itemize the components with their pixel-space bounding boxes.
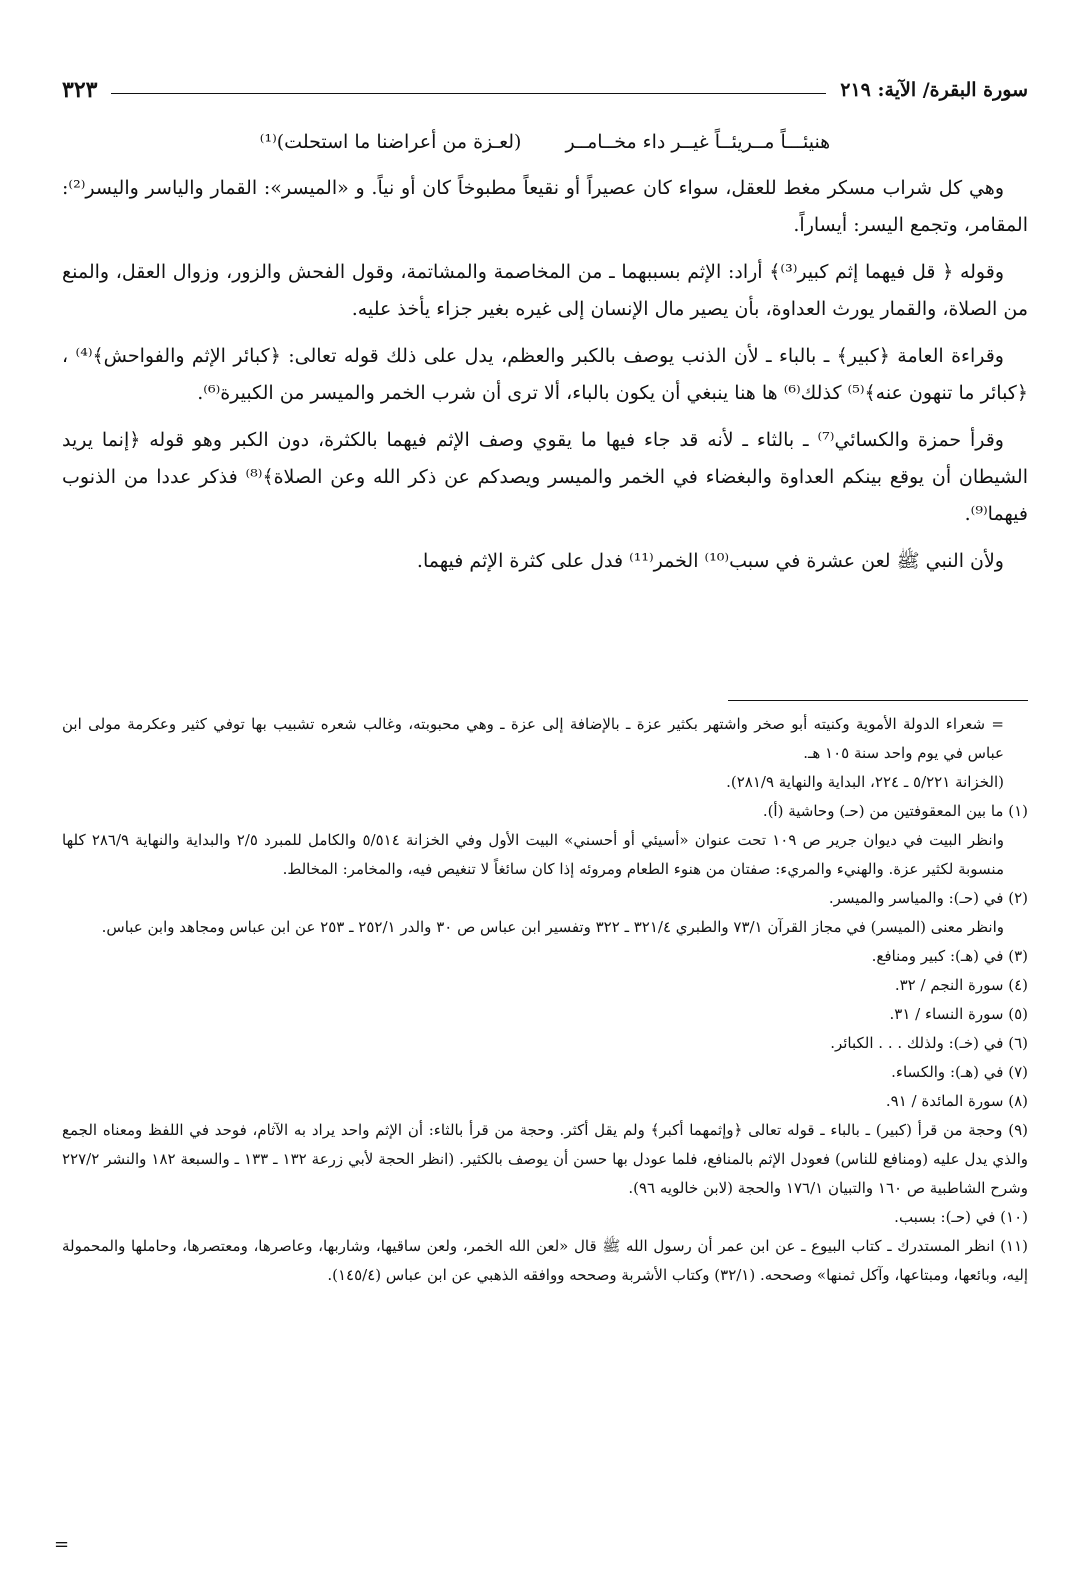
footnote-reference: (الخزانة ٥/٢٢١ ـ ٢٢٤، البداية والنهاية ٢٨١/٩).	[726, 773, 1004, 791]
paragraph: وقوله ﴿ قل فيهما إثم كبير⁽³⁾﴾ أراد: الإثم بسببهما ـ من المخاصمة والمشاتمة، وقول الفحش والزور، وزوال العقل، والمنع من الصلاة، والقمار يورث العداوة، بأن يصير مال الإنسان إلى غيره بغير جزاء يأخذ عليه.	[62, 261, 1028, 320]
footnote: (٤) سورة النجم / ٣٢.	[894, 976, 1028, 994]
footnote-detail: وانظر البيت في ديوان جرير ص ١٠٩ تحت عنوان «أسيئي أو أحسني» البيت الأول وفي الخزانة ٥/٥١٤ والكامل للمبرد ٢/٥ والبداية والنهاية ٢٨٦/٩ كلها منسوبة لكثير عزة. والهنيء والمريء: صفتان من هنوء الطعام ومروئه إذا كان سائغاً لا تنغيص فيه، والمخامر: المخالط.	[62, 831, 1004, 878]
footnote-continuation: = شعراء الدولة الأموية وكنيته أبو صخر واشتهر بكثير عزة ـ بالإضافة إلى عزة ـ وهي محبوبته، وغالب شعره تشبيب بها توفي كثير وعكرمة مولى ابن عباس في يوم واحد سنة ١٠٥ هـ.	[62, 715, 1004, 762]
footnote: (١١) انظر المستدرك ـ كتاب البيوع ـ عن ابن عمر أن رسول الله ﷺ قال «لعن الله الخمر، ولعن ساقيها، وشاربها، وعاصرها، ومعتصرها، وحاملها والمحمولة إليه، وبائعها، ومبتاعها، وآكل ثمنها» وصححه. (٣٢/١) وكتاب الأشربة وصححه ووافقه الذهبي عن ابن عباس (١٤٥/٤).	[62, 1237, 1028, 1284]
footnote: (١) ما بين المعقوفتين من (حـ) وحاشية (أ).	[762, 802, 1028, 820]
paragraph: ولأن النبي ﷺ لعن عشرة في سبب⁽¹⁰⁾ الخمر⁽¹¹⁾ فدل على كثرة الإثم فيهما.	[416, 550, 1004, 572]
footnotes	[62, 710, 1028, 1290]
main-text	[62, 124, 1028, 590]
verse-hemistich-left: (لعـزة من أعراضنا ما استحلت)⁽¹⁾	[259, 131, 522, 153]
footnote: (٨) سورة المائدة / ٩١.	[885, 1092, 1028, 1110]
paragraph: وهي كل شراب مسكر مغط للعقل، سواء كان عصيراً أو نقيعاً مطبوخاً كان أو نياً. و «الميسر»: القمار والياسر واليسر⁽²⁾: المقامر، وتجمع اليسر: أيساراً.	[62, 177, 1028, 236]
footnote: (٥) سورة النساء / ٣١.	[889, 1005, 1028, 1023]
page-number: ٣٢٣	[62, 77, 98, 103]
footnote-detail: وانظر معنى (الميسر) في مجاز القرآن ٧٣/١ والطبري ٣٢١/٤ ـ ٣٢٢ وتفسير ابن عباس ص ٣٠ والدر ٢٥٢/١ ـ ٢٥٣ عن ابن عباس ومجاهد وابن عباس.	[101, 918, 1004, 936]
footnote-separator	[728, 700, 1028, 701]
footnote: (٩) وحجة من قرأ (كبير) ـ بالباء ـ قوله تعالى ﴿وإثمهما أكبر﴾ ولم يقل أكثر. وحجة من قرأ بالثاء: أن الإثم واحد يراد به الآثام، فوحد في اللفظ ومعناه الجمع والذي يدل عليه (ومنافع للناس) فعودل الإثم بالمنافع، فلما عودل بها حسن أن يوصف بالكثير. (انظر الحجة لأبي زرعة ١٣٢ ـ ١٣٣ ـ والسبعة ١٨٢ والنشر ٢٢٧/٢ وشرح الشاطبية ص ١٦٠ والتبيان ١٧٦/١ والحجة (لابن خالويه ٩٦).	[62, 1121, 1029, 1197]
footnote: (١٠) في (حـ): بسبب.	[894, 1208, 1028, 1226]
verse-hemistich-right: هنيئـــاً مــريئــاً غيــر داء مخــامــر	[565, 131, 831, 153]
paragraph: وقراءة العامة ﴿كبير﴾ ـ بالباء ـ لأن الذنب يوصف بالكبر والعظم، يدل على ذلك قوله تعالى: ﴿كبائر الإثم والفواحش﴾⁽⁴⁾ ، ﴿كبائر ما تنهون عنه﴾⁽⁵⁾ كذلك⁽⁶⁾ ها هنا ينبغي أن يكون بالباء، ألا ترى أن شرب الخمر والميسر من الكبيرة⁽⁶⁾.	[62, 345, 1028, 404]
footnote: (٧) في (هـ): والكساء.	[891, 1063, 1028, 1081]
header-rule	[111, 93, 826, 94]
continuation-mark: =	[54, 1534, 70, 1555]
paragraph: وقرأ حمزة والكسائي⁽⁷⁾ ـ بالثاء ـ لأنه قد جاء فيها ما يقوي وصف الإثم فيهما بالكثرة، دون الكبر وهو قوله ﴿إنما يريد الشيطان أن يوقع بينكم العداوة والبغضاء في الخمر والميسر ويصدكم عن ذكر الله وعن الصلاة﴾⁽⁸⁾ فذكر عددا من الذنوب فيهما⁽⁹⁾.	[62, 429, 1028, 525]
page-header	[62, 70, 1028, 110]
footnote: (٦) في (خـ): ولذلك . . . الكبائر.	[830, 1034, 1028, 1052]
footnote: (٢) في (حـ): والمياسر والميسر.	[828, 889, 1028, 907]
running-title: سورة البقرة/ الآية: ٢١٩	[840, 79, 1028, 101]
poetry-verse	[62, 124, 1028, 160]
footnote: (٣) في (هـ): كبير ومنافع.	[871, 947, 1028, 965]
